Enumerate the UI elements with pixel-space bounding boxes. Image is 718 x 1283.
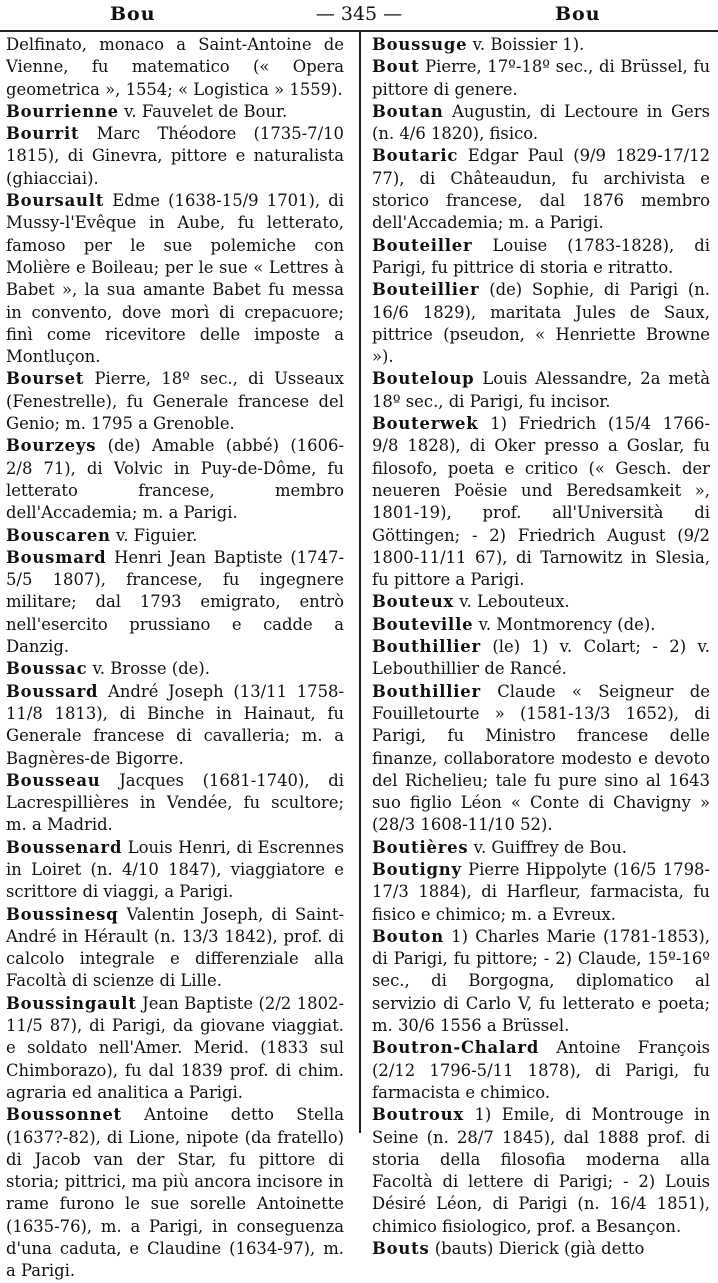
entry	[372, 1037, 710, 1104]
entry-text: v. Lebouteux.	[459, 592, 570, 612]
entry-headword: Bouthillier	[372, 681, 481, 701]
entry-text: v. Boissier 1).	[472, 35, 585, 54]
entry-text: André Joseph (13/11 1758-11/8 1813), di Binche in Hainaut, fu Generale francese di cavalleria; m. a Bagnères-de Bigorre.	[6, 681, 344, 768]
left-running-head: Bou	[110, 3, 156, 25]
entry-text: Edgar Paul (9/9 1829-17/12 77), di Châteaudun, fu archivista e storico francese, dal 1876 membro dell'Accademia; m. a Parigi.	[372, 146, 710, 233]
entry-headword: Bouts	[372, 1239, 430, 1259]
entry-headword: Bourset	[6, 369, 85, 389]
entry	[372, 859, 710, 926]
entry-headword: Bourrit	[6, 124, 80, 144]
entry-headword: Boussard	[6, 681, 99, 701]
entry	[6, 101, 344, 123]
entry-text: Jacques (1681-1740), di Lacrespillières in Vendée, fu scultore; m. a Madrid.	[6, 770, 344, 835]
page-number: — 345 —	[315, 3, 403, 25]
entry	[372, 636, 710, 681]
entry-headword: Boutières	[372, 837, 469, 857]
entry-headword: Bouterwek	[372, 414, 479, 434]
entry	[6, 658, 344, 680]
entry-text: Delfinato, monaco a Saint-Antoine de Vienne, fu matematico (« Opera geometrica », 1554; « Logistica » 1559).	[6, 35, 344, 99]
entry-text: v. Brosse (de).	[92, 659, 210, 679]
entry	[6, 435, 344, 524]
entry-headword: Bouton	[372, 926, 444, 946]
entry-text: Henri Jean Baptiste (1747-5/5 1807), francese, fu ingegnere militare; dal 1793 emigrato, entrò nell'esercito prussiano e cadde a Danzig.	[6, 547, 344, 657]
entry-headword: Boussinesq	[6, 904, 119, 924]
entry-text: Pierre, 17º-18º sec., di Brüssel, fu pittore di genere.	[372, 57, 710, 99]
entry-text: Pierre Hippolyte (16/5 1798-17/3 1884), di Harfleur, farmacista, fu fisico e chimico; m. a Evreux.	[372, 859, 710, 924]
entry	[6, 837, 344, 904]
entry-headword: Bouteville	[372, 614, 474, 634]
entry-headword: Boursault	[6, 191, 105, 211]
right-running-head: Bou	[555, 3, 601, 25]
entry-text: (de) Sophie, di Parigi (n. 16/6 1829), maritata Jules de Saux, pittrice (pseudon, « Henriette Browne »).	[372, 280, 711, 367]
entry-text: Augustin, di Lectoure in Gers (n. 4/6 1820), fisico.	[372, 101, 711, 144]
entry-headword: Bourzeys	[6, 436, 97, 456]
entry-headword: Bousseau	[6, 770, 101, 790]
page-header	[0, 0, 718, 32]
entry	[372, 413, 710, 591]
entry-text: Louise (1783-1828), di Parigi, fu pittrice di storia e ritratto.	[372, 235, 710, 277]
entry-text: (bauts) Dierick (già detto	[434, 1239, 645, 1259]
entry	[372, 56, 710, 101]
entry-text: Pierre, 18º sec., di Usseaux (Fenestrelle), fu Generale francese del Genio; m. 1795 a Grenoble.	[6, 369, 344, 434]
entry	[6, 681, 344, 770]
column-divider	[359, 30, 361, 1133]
entry	[6, 904, 344, 993]
entry-headword: Bousmard	[6, 547, 107, 567]
entry-text: v. Guiffrey de Bou.	[473, 837, 627, 857]
entry	[372, 368, 710, 413]
entry-headword: Bourrienne	[6, 101, 119, 121]
entry-text: 1) Charles Marie (1781-1853), di Parigi, fu pittore; - 2) Claude, 15º-16º sec., di Borgogna, diplomatico al servizio di Carlo V, fu letterato e poeta; m. 30/6 1556 a Brüssel.	[372, 926, 710, 1036]
entry-headword: Bouthillier	[372, 637, 481, 657]
entry	[372, 926, 710, 1037]
entry-headword: Boutaric	[372, 146, 459, 166]
entry	[6, 770, 344, 837]
entry	[372, 837, 710, 859]
entry-text: Louis Henri, di Escrennes in Loiret (n. 4/10 1847), viaggiatore e scrittore di viaggi, a Parigi.	[6, 837, 344, 902]
entry-text: 1) Friedrich (15/4 1766-9/8 1828), di Oker presso a Goslar, fu filosofo, poeta e critico (« Gesch. der neueren Poësie und Beredsamkeit », 1801-19), prof. all'Università di Göttingen; - 2) Friedrich August (9/2 1800-11/11 67), di Tarnowitz in Slesia, fu pittore a Parigi.	[372, 414, 710, 590]
entry-text: Edme (1638-15/9 1701), di Mussy-l'Evêque in Aube, fu letterato, famoso per le sue polemiche con Molière e Boileau; per le sue « Lettres à Babet », la sua amante Babet fu messa in convento, dove morì di crepacuore; finì come ricevitore delle imposte a Montluçon.	[6, 191, 344, 367]
entry	[372, 614, 710, 636]
entry	[372, 235, 710, 280]
entry-text: Antoine detto Stella (1637?-82), di Lione, nipote (da fratello) di Jacob van der Star, fu pittore di storia; pittrici, ma più ancora incisore in rame furono le sue sorelle Antoinette (1635-76), m. a Parigi, in conseguenza d'una caduta, e Claudine (1634-97), m. a Parigi.	[6, 1105, 344, 1281]
entry-headword: Bout	[372, 57, 420, 77]
entry	[6, 547, 344, 658]
entry-text: 1) Emile, di Montrouge in Seine (n. 28/7 1845), dal 1888 prof. di storia della filosofia moderna alla Facoltà di lettere di Parigi; - 2) Louis Désiré Léon, di Parigi (n. 16/4 1851), chimico fisiologico, prof. a Besançon.	[372, 1105, 710, 1236]
entry	[372, 1238, 710, 1260]
entry	[372, 145, 710, 234]
entry-text: Claude « Seigneur de Fouilletourte » (1581-13/3 1652), di Parigi, fu Ministro francese delle finanze, collaboratore modesto e devoto del Richelieu; tale fu pure sino al 1643 suo figlio Léon « Conte di Chavigny » (28/3 1608-11/10 52).	[372, 681, 710, 835]
entry-headword: Boutroux	[372, 1105, 464, 1125]
entry-headword: Bouscaren	[6, 525, 111, 545]
entry-headword: Boussuge	[372, 35, 468, 54]
entry-headword: Boussac	[6, 659, 88, 679]
entry-headword: Boutigny	[372, 859, 462, 879]
entry-headword: Bouteillier	[372, 280, 480, 300]
entry	[6, 1104, 344, 1282]
entry-headword: Boussenard	[6, 837, 123, 857]
entry-text: Marc Théodore (1735-7/10 1815), di Ginevra, pittore e naturalista (ghiacciai).	[6, 124, 344, 188]
right-column	[372, 34, 710, 1260]
entry	[6, 368, 344, 435]
entry-text: v. Montmorency (de).	[478, 614, 656, 634]
entry-headword: Boussingault	[6, 993, 137, 1013]
entry-text: Louis Alessandre, 2a metà 18º sec., di Parigi, fu incisor.	[372, 369, 710, 411]
entry-headword: Bouteiller	[372, 235, 473, 255]
entry	[6, 993, 344, 1104]
entry-headword: Bouteloup	[372, 369, 475, 389]
entry-text: v. Fauvelet de Bour.	[124, 101, 288, 121]
entry-text: (le) 1) v. Colart; - 2) v. Lebouthillier de Rancé.	[372, 637, 710, 679]
entry-headword: Bouteux	[372, 592, 454, 612]
entry-headword: Boutan	[372, 101, 444, 121]
entry	[372, 1104, 710, 1238]
entry	[6, 525, 344, 547]
entry-text: v. Figuier.	[115, 525, 198, 545]
left-column	[6, 34, 344, 1283]
entry-text: Antoine François (2/12 1796-5/11 1878), di Parigi, fu farmacista e chimico.	[372, 1038, 710, 1102]
entry	[372, 681, 710, 837]
entry-headword: Boussonnet	[6, 1105, 122, 1125]
entry-headword: Boutron-Chalard	[372, 1038, 540, 1058]
entry	[6, 34, 344, 101]
entry	[372, 101, 710, 146]
entry-text: (de) Amable (abbé) (1606-2/8 71), di Volvic in Puy-de-Dôme, fu letterato francese, membro dell'Accademia; m. a Parigi.	[6, 436, 344, 523]
entry	[6, 123, 344, 190]
entry-text: Valentin Joseph, di Saint-André in Hérault (n. 13/3 1842), prof. di calcolo integrale e differenziale alla Facoltà di scienze di Lille.	[6, 904, 344, 991]
entry	[372, 34, 710, 56]
entry	[6, 190, 344, 368]
entry	[372, 591, 710, 613]
entry	[372, 279, 710, 368]
entry-text: Jean Baptiste (2/2 1802-11/5 87), di Parigi, da giovane viaggiat. e soldato nell'Amer. Merid. (1833 sul Chimborazo), fu dal 1839 prof. di chim. agraria ed analitica a Parigi.	[6, 993, 344, 1102]
